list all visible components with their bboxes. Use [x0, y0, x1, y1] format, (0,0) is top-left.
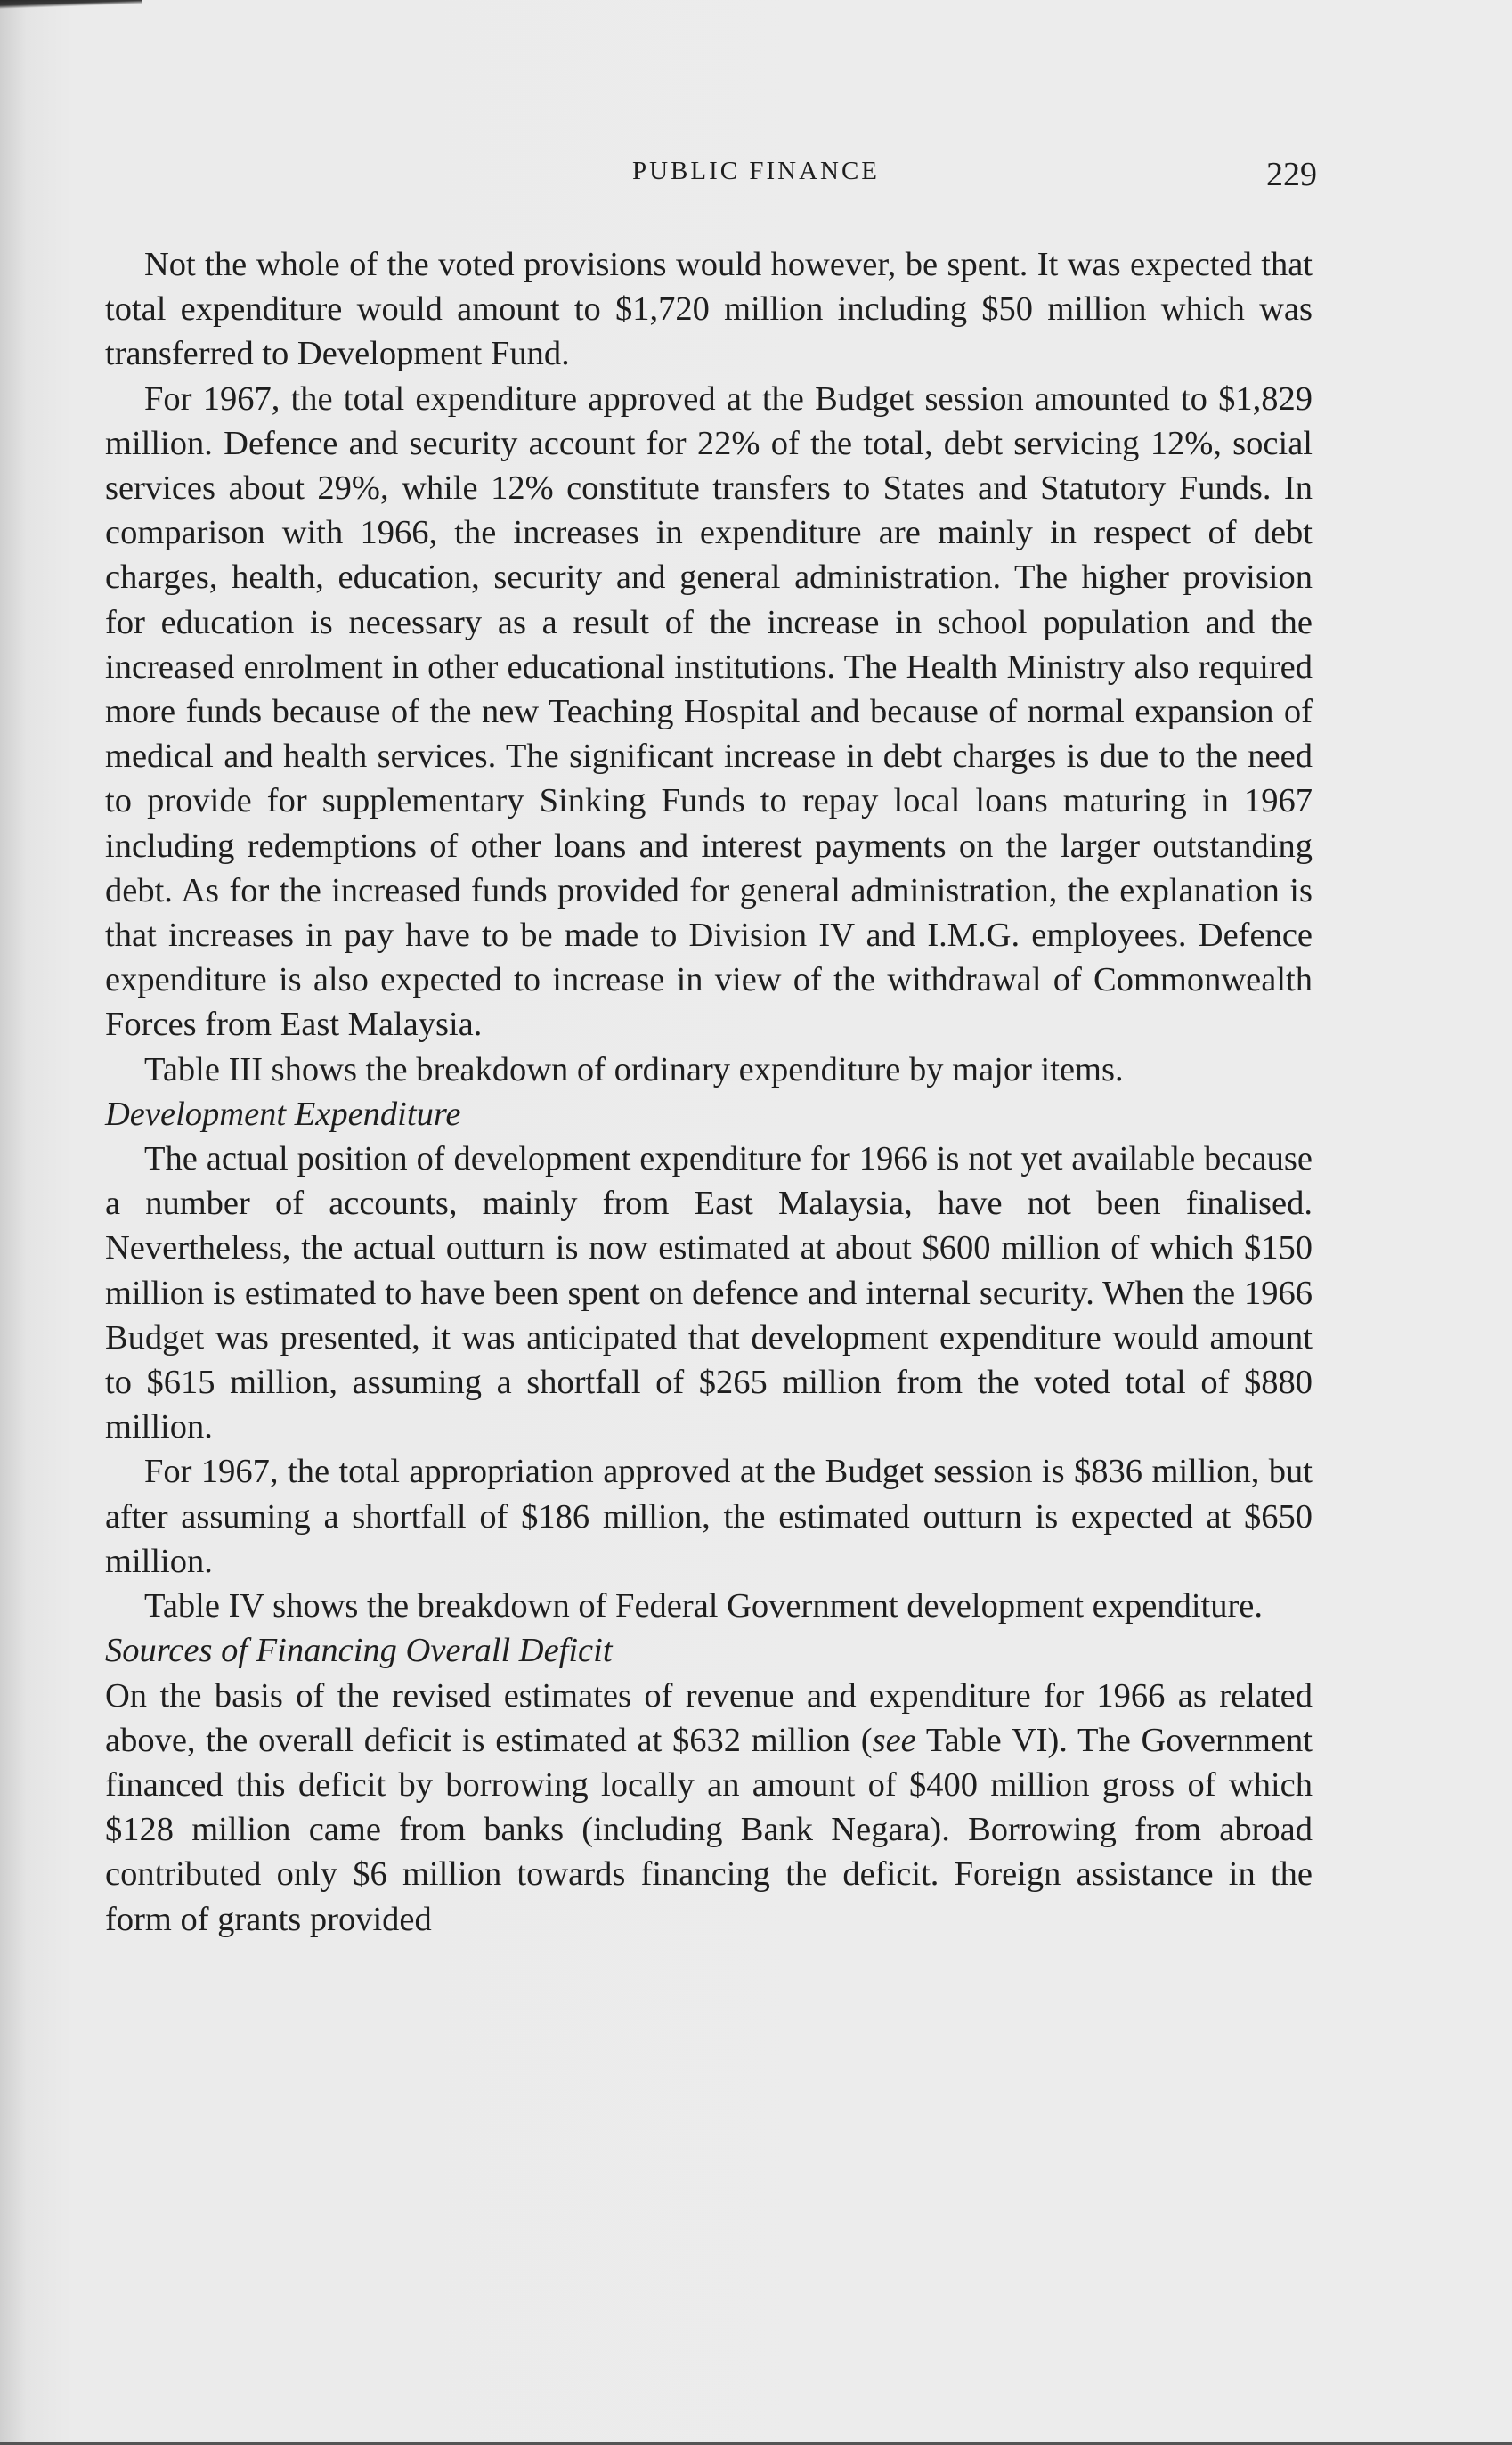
- see-emphasis: see: [872, 1721, 916, 1759]
- paragraph-development-1967: For 1967, the total appropriation approved at the Budget session is $836 million, but after assuming a shortfall of $186 million, the estimated outturn is expected at $650 million.: [105, 1453, 1313, 1580]
- page-number: 229: [1266, 156, 1317, 193]
- body-text: [105, 242, 1313, 1942]
- section-heading-development-expenditure: Development Expenditure: [105, 1095, 461, 1133]
- deficit-text-end: Table VI). The Government financed this deficit by borrowing locally an amount of $400 million gross of which $128 million came from banks (including Bank Negara). Borrowing from abroad contributed only $6 million towards financing the deficit. Foreign assistance in the form of grants provided: [105, 1721, 1313, 1938]
- paragraph-deficit-financing: [105, 1674, 1313, 1942]
- page-scan-edge: [0, 0, 142, 9]
- paragraph-1967-expenditure: For 1967, the total expenditure approved at the Budget session amounted to $1,829 million. Defence and security account for 22% of the total, debt servicing 12%, social services about 29%, while 12% constitute transfers to States and Statutory Funds. In comparison with 1966, the increases in expenditure are mainly in respect of debt charges, health, education, security and general administration. The higher provision for education is necessary as a result of the increase in school population and the increased enrolment in other educational institutions. The Health Ministry also required more funds because of the new Teaching Hospital and because of normal expansion of medical and health services. The significant increase in debt charges is due to the need to provide for supplementary Sinking Funds to repay local loans maturing in 1967 including redemptions of other loans and interest payments on the larger outstanding debt. As for the increased funds provided for general administration, the explanation is that increases in pay have to be made to Division IV and I.M.G. employees. Defence expenditure is also expected to increase in view of the withdrawal of Commonwealth Forces from East Malaysia.: [105, 379, 1313, 1044]
- paragraph-table-iv-reference: Table IV shows the breakdown of Federal Government development expenditure.: [144, 1587, 1264, 1626]
- paragraph-table-iii-reference: Table III shows the breakdown of ordinary expenditure by major items.: [144, 1050, 1124, 1088]
- deficit-text-start: On the basis of the revised estimates of revenue and expenditure for 1966 as related above, the overall deficit is estimated at $632 million (: [105, 1676, 1313, 1759]
- section-heading-sources-of-financing: Sources of Financing Overall Deficit: [105, 1632, 613, 1670]
- paragraph-development-1966: The actual position of development expenditure for 1966 is not yet available because a number of accounts, mainly from East Malaysia, have not been finalised. Nevertheless, the actual outturn is now estimated at about $600 million of which $150 million is estimated to have been spent on defence and internal security. When the 1966 Budget was presented, it was anticipated that development expenditure would amount to $615 million, assuming a shortfall of $265 million from the voted total of $880 million.: [105, 1140, 1313, 1447]
- paragraph-voted-provisions: Not the whole of the voted provisions would however, be spent. It was expected that total expenditure would amount to $1,720 million including $50 million which was transferred to Development Fund.: [105, 246, 1313, 373]
- running-head: PUBLIC FINANCE: [631, 157, 881, 185]
